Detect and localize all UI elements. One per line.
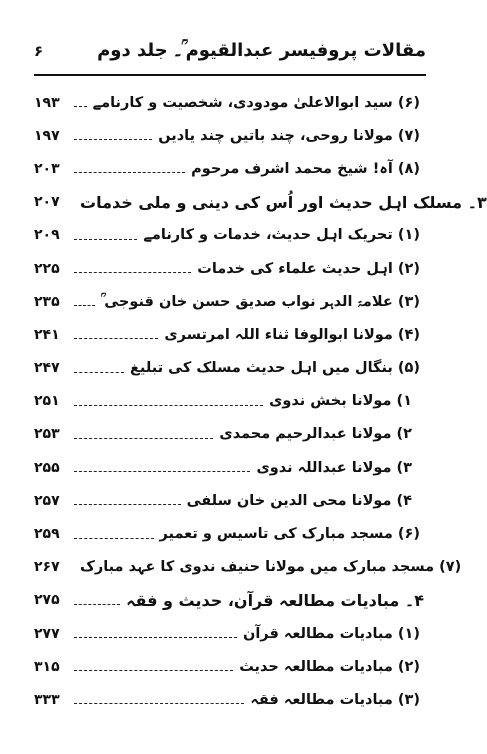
toc-entry (34, 650, 424, 683)
toc-page-number: ۲۲۵ (34, 260, 60, 277)
toc-entry (34, 385, 424, 418)
toc-entry-title: (۷) مسجد مبارک میں مولانا حنیف ندوی کا عہد مبارک (80, 559, 462, 576)
toc-leader-dashes (74, 338, 158, 339)
toc-entry-title: ۳۔ مسلک اہل حدیث اور اُس کی دینی و ملی خدمات (80, 192, 487, 212)
toc-page-number: ۲۵۱ (34, 393, 60, 410)
toc-entry-title: ۱) مولانا بخش ندوی (269, 393, 412, 410)
toc-entry-title: ۴) مولانا محی الدین خان سلفی (186, 492, 412, 509)
toc-entry (34, 617, 424, 650)
toc-leader-dashes (74, 305, 95, 306)
toc-entry-title: (۱) مبادیات مطالعہ قرآن (242, 625, 420, 642)
table-of-contents (34, 86, 487, 717)
toc-leader-dashes (74, 405, 263, 406)
toc-entry (34, 285, 424, 318)
toc-leader-dashes (74, 670, 233, 671)
toc-entry-title: ۲) مولانا عبدالرحیم محمدی (219, 426, 412, 443)
toc-page-number: ۲۳۵ (34, 293, 60, 310)
toc-entry (34, 252, 424, 285)
toc-leader-dashes (74, 438, 213, 439)
page-number: ۶ (34, 42, 44, 60)
toc-entry-title: (۶) سید ابوالاعلیٰ مودودی، شخصیت و کارنامے (92, 94, 420, 111)
toc-leader-dashes (74, 106, 87, 107)
toc-page-number: ۳۳۳ (34, 691, 60, 708)
toc-entry (34, 352, 424, 385)
toc-page-number: ۲۴۱ (34, 326, 60, 343)
toc-entry (34, 451, 424, 484)
toc-entry-title: (۸) آہ! شیخ محمد اشرف مرحوم (191, 160, 420, 177)
toc-page-number: ۲۷۵ (34, 592, 60, 609)
toc-leader-dashes (74, 604, 120, 605)
toc-page-number: ۲۰۷ (34, 194, 60, 211)
toc-leader-dashes (74, 372, 124, 373)
toc-leader-dashes (74, 538, 154, 539)
toc-page-number: ۳۱۵ (34, 658, 60, 675)
toc-page-number: ۲۶۷ (34, 559, 60, 576)
toc-entry-title: ۴۔ مبادیات مطالعہ قرآن، حدیث و فقہ (126, 590, 424, 610)
toc-entry-title: (۳) علامۃ الدہر نواب صدیق حسن خان قنوجی ؒ (100, 293, 420, 310)
toc-page-number: ۱۹۳ (34, 94, 60, 111)
toc-entry (34, 584, 424, 617)
toc-page-number: ۲۵۹ (34, 526, 60, 543)
toc-entry (34, 119, 424, 152)
toc-entry-title: (۳) مبادیات مطالعہ فقہ (250, 691, 420, 708)
toc-entry-title: (۲) مبادیات مطالعہ حدیث (239, 658, 420, 675)
toc-page-number: ۲۵۳ (34, 426, 60, 443)
toc-entry-title: (۲) اہل حدیث علماء کی خدمات (197, 260, 420, 277)
toc-page-number: ۲۵۷ (34, 492, 60, 509)
book-title: مقالات پروفیسر عبدالقیوم ؒ۔ جلد دوم (97, 40, 426, 61)
toc-entry (34, 219, 424, 252)
toc-entry-title: (۷) مولانا روحی، چند باتیں چند یادیں (158, 127, 420, 144)
toc-leader-dashes (74, 172, 185, 173)
toc-entry (34, 683, 424, 716)
toc-leader-dashes (74, 504, 181, 505)
toc-entry (34, 484, 424, 517)
toc-page-number: ۲۰۳ (34, 160, 60, 177)
toc-page-number: ۲۷۷ (34, 625, 60, 642)
toc-entry-title: (۱) تحریک اہل حدیث، خدمات و کارنامے (143, 227, 420, 244)
toc-leader-dashes (74, 471, 250, 472)
toc-entry (34, 186, 487, 219)
toc-page-number: ۲۰۹ (34, 227, 60, 244)
toc-entry (34, 418, 424, 451)
toc-entry (34, 318, 424, 351)
toc-entry-title: (۵) بنگال میں اہل حدیث مسلک کی تبلیغ (130, 360, 420, 377)
page-header (34, 36, 426, 76)
toc-entry-title: (۴) مولانا ابوالوفا ثناء اللہ امرتسری (164, 326, 420, 343)
toc-leader-dashes (74, 703, 244, 704)
toc-entry-title: (۶) مسجد مبارک کی تاسیس و تعمیر (159, 526, 420, 543)
toc-entry (34, 551, 462, 584)
toc-entry (34, 152, 424, 185)
header-divider (34, 74, 426, 76)
toc-leader-dashes (74, 139, 152, 140)
toc-page-number: ۲۵۵ (34, 459, 60, 476)
toc-leader-dashes (74, 239, 137, 240)
toc-leader-dashes (74, 637, 237, 638)
toc-page-number: ۲۴۷ (34, 360, 60, 377)
toc-entry (34, 86, 424, 119)
toc-entry-title: ۳) مولانا عبداللہ ندوی (256, 459, 412, 476)
toc-page-number: ۱۹۷ (34, 127, 60, 144)
toc-entry (34, 517, 424, 550)
toc-leader-dashes (74, 272, 191, 273)
